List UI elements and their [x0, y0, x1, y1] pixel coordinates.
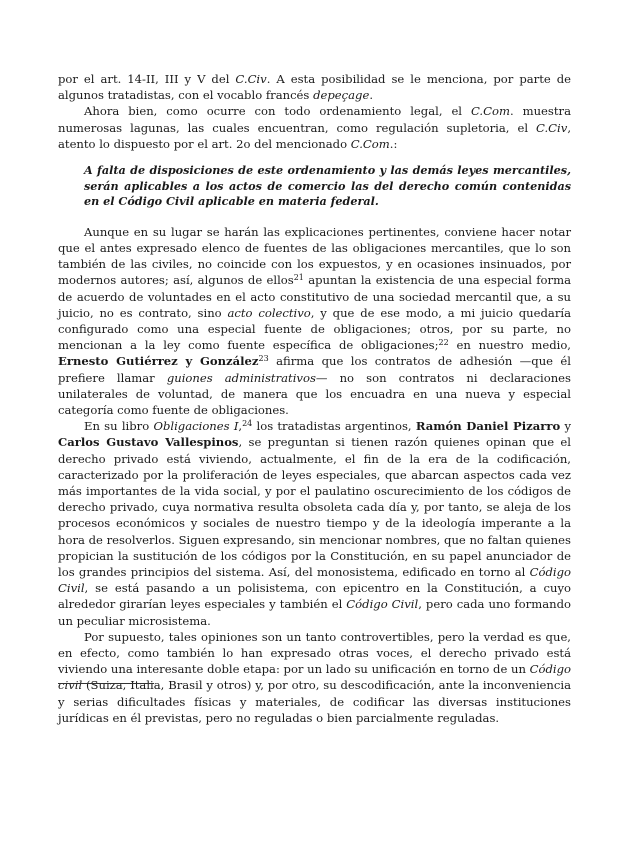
text-run: , se preguntan si tienen razón quienes opinan que el derecho privado está viviendo, actualmente, el fin de la era de la codificación, caracterizado por la proliferación de leyes especiales, que abarcan aspectos cada vez más importantes de la vida social, y por el paulatino oscurecimiento de los códigos de derecho privado, cuya normativa resulta obsoleta cada día y, por tanto, se aleja de los procesos económicos y sociales de nuestro tiempo y de la ideología imperante a la hora de resolverlos. Siguen expresando, sin mencionar nombres, que no faltan quienes propician la sustitución de los códigos por la Constitución, en su papel anunciador de los grandes principios del sistema. Así, del monosistema, edificado en torno al	[58, 435, 571, 580]
text-run: .:	[389, 136, 398, 151]
block-quote: A falta de disposiciones de este ordenamiento y las demás leyes mercantiles, serán aplicables a los actos de comercio las del derecho común contenidas en el Código Civil aplicable en materia federal.	[84, 163, 571, 209]
text-run: , pero cada uno formando un peculiar microsistema.	[58, 597, 571, 628]
text-run: ,	[238, 419, 243, 434]
emphasis: acto colectivo	[227, 305, 311, 320]
text-run: (Suiza, Italia, Brasil y otros) y, por otro, su descodificación, ante la inconveniencia y serias dificultades físicas y materiales, de codificar las diversas instituciones jurídicas en él previstas, pero no reguladas o bien parcialmente reguladas.	[58, 678, 571, 725]
text-run: . muestra numerosas lagunas, las cuales encuentran, como regulación supletoria, el	[58, 104, 571, 135]
paragraph-3	[58, 224, 571, 418]
author-name: Carlos Gustavo Vallespinos	[58, 435, 239, 450]
text-run: Por supuesto, tales opiniones son un tanto controvertibles, pero la verdad es que, en efecto, como también lo han expresado otras voces, el derecho privado está viviendo una interesante doble etapa: por un lado su unificación en torno de un	[58, 629, 571, 677]
author-name: Ernesto Gutiérrez y González	[58, 354, 259, 369]
footnote-ref: 22	[438, 338, 449, 348]
text-run: — no son contratos ni declaraciones unilaterales de voluntad, de manera que los encuadra en una nueva y especial categoría como fuente de obligaciones.	[58, 370, 571, 418]
foreign-term: depeçage	[313, 88, 370, 103]
paragraph-1	[58, 71, 571, 103]
code-reference: Código civil	[58, 662, 572, 693]
text-run: , atento lo dispuesto por el art. 2o del mencionado	[58, 120, 571, 151]
book-title: Obligaciones I	[153, 419, 239, 434]
text-run: En su libro	[84, 419, 154, 434]
paragraph-5	[58, 629, 571, 726]
text-run: Aunque en su lugar se harán las explicaciones pertinentes, conviene hacer notar que el antes expresado elenco de fuentes de las obligaciones mercantiles, que lo son también de las civiles, no coincide con los expuestos, y en ocasiones insinuados, por modernos autores; así, algunos de ellos	[58, 224, 571, 288]
emphasis: guiones administrativos	[166, 370, 316, 385]
footnote-divider	[58, 683, 154, 684]
text-run: , y que de ese modo, a mi juicio quedaría configurado como una especial fuente de obligaciones; otros, por su parte, no mencionan a la ley como fuente específica de obligaciones;	[58, 305, 571, 353]
text-run: apuntan la existencia de una especial forma de acuerdo de voluntades en el acto constitutivo de una sociedad mercantil que, a su juicio, no es contrato, sino	[58, 273, 571, 320]
code-reference: C.Com	[350, 136, 390, 151]
text-run: . A esta posibilidad se le menciona, por parte de algunos tratadistas, con el vocablo francés	[58, 72, 571, 103]
text-run: afirma que los contratos de adhesión —que él prefiere llamar	[58, 354, 571, 385]
code-reference: Código Civil	[346, 597, 419, 612]
text-run: y	[560, 419, 571, 434]
page-body	[58, 71, 571, 726]
text-run: por el art. 14-II, III y V del	[58, 72, 236, 86]
code-reference: C.Civ	[235, 72, 267, 86]
code-reference: C.Civ	[536, 120, 568, 135]
footnote-ref: 21	[293, 273, 304, 283]
footnote-ref: 23	[258, 354, 269, 364]
text-run: los tratadistas argentinos,	[252, 419, 416, 434]
text-run: , se está pasando a un polisistema, con epicentro en la Constitución, a cuyo alrededor girarían leyes especiales y también el	[58, 581, 571, 612]
paragraph-2	[58, 103, 571, 152]
text-run: Ahora bien, como ocurre con todo ordenamiento legal, el	[84, 104, 471, 119]
footnote-ref: 24	[242, 419, 253, 429]
code-reference: C.Com	[470, 104, 510, 119]
text-run: .	[369, 88, 374, 103]
paragraph-4	[58, 418, 571, 629]
text-run: en nuestro medio,	[448, 338, 571, 353]
code-reference: Código Civil	[58, 565, 571, 596]
author-name: Ramón Daniel Pizarro	[415, 419, 561, 434]
